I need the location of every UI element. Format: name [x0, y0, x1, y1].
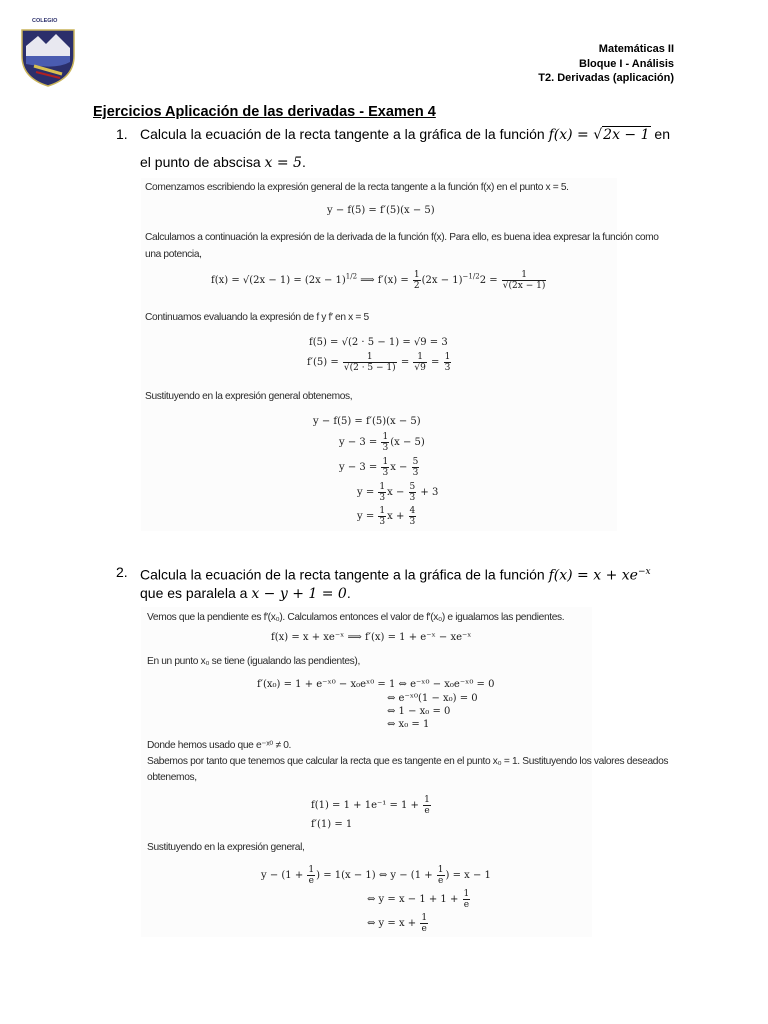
equation: f(1) = 1 + 1e⁻¹ = 1 + $\frac{1}{e}$	[311, 795, 430, 816]
topic-title: T2. Derivadas (aplicación)	[538, 72, 674, 84]
equation: f′(1) = 1	[311, 819, 353, 830]
question-text: que es paralela a	[140, 585, 248, 601]
equation: ⇔ x₀ = 1	[387, 719, 430, 730]
equation: y = $\frac{1}{3}$ x − $\frac{5}{3}$ + 3	[357, 482, 439, 503]
equation: f(5) = √(2 · 5 − 1) = √9 = 3	[309, 337, 448, 348]
equation: f′(5) = $\frac{1}{√(2 \cdot 5 - 1)}$ = $\frac{1}{√9}$ = $\frac{1}{3}$	[307, 352, 451, 373]
document-header	[538, 42, 674, 86]
logo-text-top: COLEGIO	[32, 18, 58, 24]
equation: y − f(5) = f′(5)(x − 5)	[327, 205, 435, 216]
solution-text: Continuamos evaluando la expresión de f y f′ en x = 5	[145, 312, 369, 323]
page-title: Ejercicios Aplicación de las derivadas - Examen 4	[93, 104, 436, 120]
question-text-cont: en	[654, 126, 670, 142]
solution-text: Sustituyendo en la expresión general,	[147, 842, 305, 853]
equation: ⇔ 1 − x₀ = 0	[387, 706, 451, 717]
question-text: Calcula la ecuación de la recta tangente a la gráfica de la función	[140, 566, 545, 583]
function-expression: f(x) = x + xe	[548, 567, 638, 584]
solution-2-image	[141, 607, 669, 937]
equation: ⇔ y = x + $\frac{1}{e}$	[367, 913, 428, 934]
equation: y − 3 = $\frac{1}{3}$ (x − 5)	[339, 432, 425, 453]
solution-text: Vemos que la pendiente es f′(x₀). Calculamos entonces el valor de f′(x₀) e igualamos las pendientes.	[147, 612, 565, 623]
equation: y − 3 = $\frac{1}{3}$ x − $\frac{5}{3}$	[339, 457, 419, 478]
question-number: 2.	[116, 564, 128, 580]
equation: f′(x₀) = 1 + e⁻ˣ⁰ − x₀eˣ⁰ = 1 ⇔ e⁻ˣ⁰ − x₀e⁻ˣ⁰ = 0	[257, 679, 495, 690]
solution-text: Sustituyendo en la expresión general obtenemos,	[145, 391, 353, 402]
question-number: 1.	[116, 126, 128, 142]
school-logo	[16, 16, 80, 88]
solution-text: una potencia,	[145, 249, 202, 260]
solution-text: Comenzamos escribiendo la expresión general de la recta tangente a la función f(x) en el punto x = 5.	[145, 182, 569, 193]
solution-text: Calculamos a continuación la expresión de la derivada de la función f(x). Para ello, es buena idea expresar la función como	[145, 232, 659, 243]
equation: ⇔ y = x − 1 + 1 + $\frac{1}{e}$	[367, 889, 470, 910]
abscissa-value: x = 5	[264, 155, 302, 171]
solution-1-image	[141, 178, 659, 531]
equation: y − f(5) = f′(5)(x − 5)	[313, 416, 421, 427]
equation: y − (1 + $\frac{1}{e}$ ) = 1(x − 1) ⇔ y − (1 + $\frac{1}{e}$ ) = x − 1	[261, 865, 491, 886]
question-text-cont: el punto de abscisa	[140, 154, 261, 170]
equation: y = $\frac{1}{3}$ x + $\frac{4}{3}$	[357, 506, 416, 527]
question-2-line2	[140, 580, 351, 608]
exponent: −x	[637, 567, 651, 577]
period: .	[301, 154, 306, 170]
question-text: Calcula la ecuación de la recta tangente a la gráfica de la función	[140, 126, 545, 142]
solution-text: obtenemos,	[147, 772, 197, 783]
equation: f(x) = x + xe⁻ˣ ⟹ f′(x) = 1 + e⁻ˣ − xe⁻ˣ	[271, 632, 472, 643]
solution-text: En un punto x₀ se tiene (igualando las pendientes),	[147, 656, 360, 667]
solution-text: Donde hemos usado que e⁻ˣ⁰ ≠ 0.	[147, 740, 292, 751]
line-equation: x − y + 1 = 0	[251, 586, 347, 602]
equation: ⇔ e⁻ˣ⁰(1 − x₀) = 0	[387, 693, 478, 704]
solution-text: Sabemos por tanto que tenemos que calcular la recta que es tangente en el punto x₀ = 1. Sustituyendo los valores deseados	[147, 756, 669, 767]
block-title: Bloque I - Análisis	[579, 57, 674, 70]
radicand: 2x − 1	[603, 127, 650, 143]
function-expression: f(x) =	[548, 127, 594, 143]
period: .	[346, 585, 351, 601]
subject-title: Matemáticas II	[598, 43, 674, 55]
question-1: 1. Calcula la ecuación de la recta tangente a la gráfica de la función f(x) = √2x − 1 en el punto de abscisa x = 5.	[140, 121, 680, 177]
equation: $f(x) = √(2x - 1) = (2x - 1)^{1/2}$ ⟹ f′(x) = $\frac{1}{2}$ $(2x - 1)^{-1/2}2$ = $\frac{1}{√(2x - 1)}$	[211, 270, 546, 291]
